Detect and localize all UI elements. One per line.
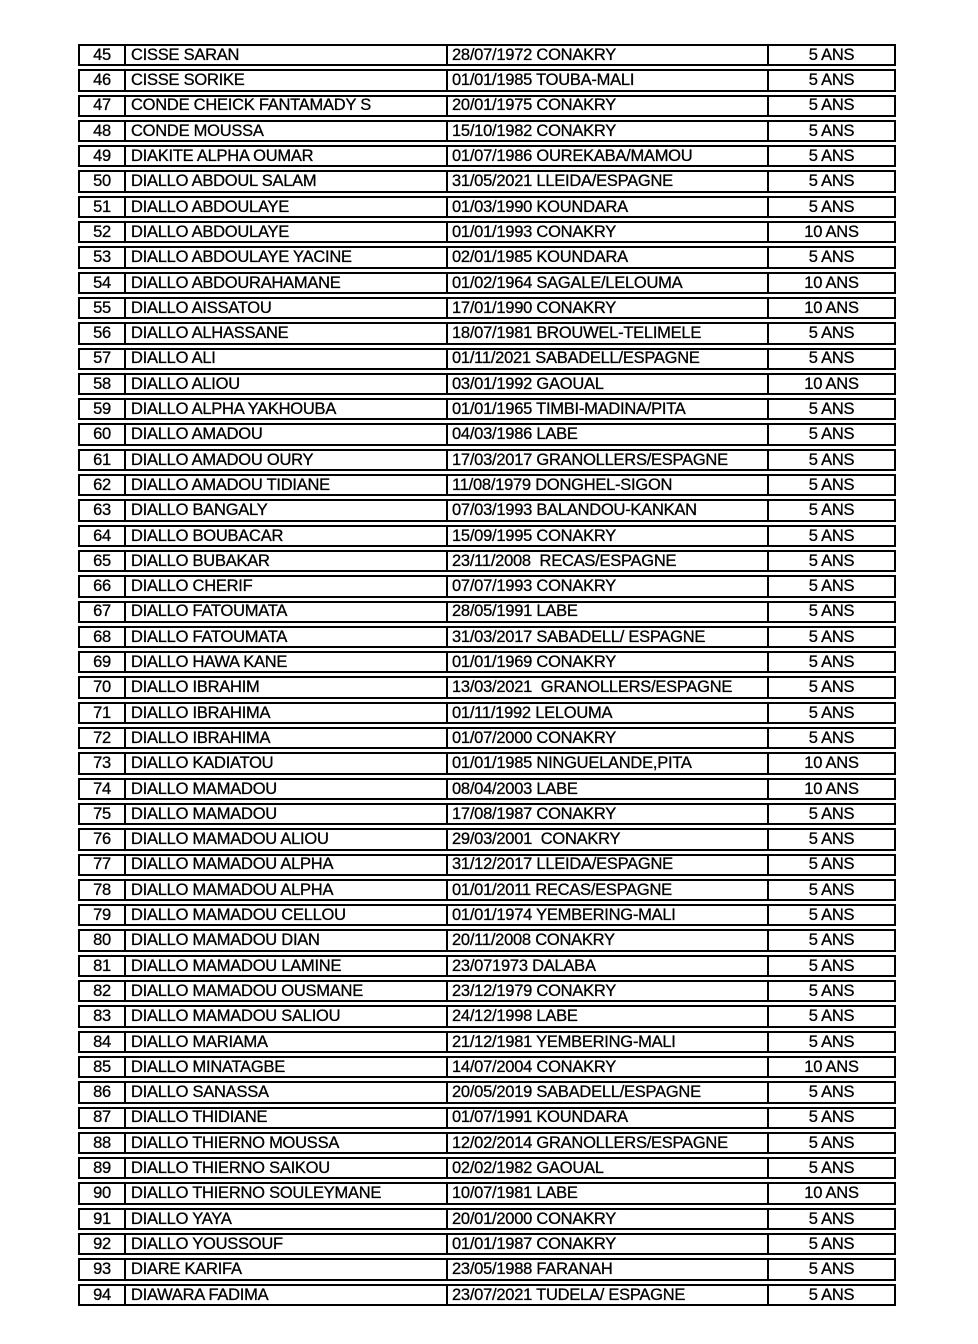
birth-cell: 17/03/2017 GRANOLLERS/ESPAGNE [448,451,769,469]
row-number-cell: 51 [80,198,126,216]
duration-cell: 5 ANS [808,931,855,950]
table-row [78,1132,896,1154]
duration-cell: 5 ANS [808,121,855,140]
name-cell: DIALLO MAMADOU [126,780,448,798]
birth-cell: 21/12/1981 YEMBERING-MALI [448,1033,769,1051]
table-row [78,525,896,547]
duration-cell: 5 ANS [808,197,855,216]
name-cell: DIALLO MAMADOU SALIOU [126,1007,448,1025]
birth-cell: 18/07/1981 BROUWEL-TELIMELE [448,324,769,342]
duration-cell: 5 ANS [808,400,855,419]
birth-cell: 20/05/2019 SABADELL/ESPAGNE [448,1083,769,1101]
birth-cell: 01/01/2011 RECAS/ESPAGNE [448,881,769,899]
birth-cell: 01/01/1985 NINGUELANDE,PITA [448,754,769,772]
duration-cell: 10 ANS [804,273,859,292]
duration-cell: 5 ANS [808,1083,855,1102]
name-cell: DIALLO THIDIANE [126,1109,448,1127]
row-number-cell: 91 [80,1210,126,1228]
duration-cell: 5 ANS [808,653,855,672]
row-number-cell: 45 [80,46,126,64]
birth-cell: 23/071973 DALABA [448,957,769,975]
table-row [78,879,896,901]
table-row [78,297,896,319]
name-cell: DIALLO BOUBACAR [126,527,448,545]
birth-cell: 01/11/2021 SABADELL/ESPAGNE [448,350,769,368]
birth-cell: 01/01/1993 CONAKRY [448,223,769,241]
row-number-cell: 93 [80,1260,126,1278]
row-number-cell: 73 [80,754,126,772]
name-cell: DIALLO CHERIF [126,577,448,595]
name-cell: DIALLO THIERNO SAIKOU [126,1159,448,1177]
name-cell: DIALLO MAMADOU ALPHA [126,881,448,899]
table-row [78,499,896,521]
table-row [78,575,896,597]
duration-cell: 5 ANS [808,349,855,368]
duration-cell: 5 ANS [808,678,855,697]
row-number-cell: 55 [80,299,126,317]
row-number-cell: 52 [80,223,126,241]
duration-cell: 5 ANS [808,1108,855,1127]
table-row [78,676,896,698]
name-cell: DIAWARA FADIMA [126,1286,448,1304]
birth-cell: 31/12/2017 LLEIDA/ESPAGNE [448,856,769,874]
row-number-cell: 56 [80,324,126,342]
birth-cell: 10/07/1981 LABE [448,1184,769,1202]
table-row [78,601,896,623]
name-cell: DIALLO THIERNO MOUSSA [126,1134,448,1152]
name-cell: DIALLO AMADOU [126,425,448,443]
duration-cell: 5 ANS [808,1209,855,1228]
row-number-cell: 75 [80,805,126,823]
birth-cell: 12/02/2014 GRANOLLERS/ESPAGNE [448,1134,769,1152]
name-cell: DIALLO MAMADOU ALPHA [126,856,448,874]
birth-cell: 01/03/1990 KOUNDARA [448,198,769,216]
birth-cell: 31/03/2017 SABADELL/ ESPAGNE [448,628,769,646]
duration-cell: 5 ANS [808,1007,855,1026]
birth-cell: 07/03/1993 BALANDOU-KANKAN [448,501,769,519]
birth-cell: 28/05/1991 LABE [448,603,769,621]
table-row [78,1157,896,1179]
name-cell: DIALLO ABDOURAHAMANE [126,274,448,292]
name-cell: DIALLO MAMADOU CELLOU [126,906,448,924]
name-cell: DIALLO MAMADOU DIAN [126,931,448,949]
duration-cell: 5 ANS [808,324,855,343]
birth-cell: 23/05/1988 FARANAH [448,1260,769,1278]
name-cell: DIALLO YAYA [126,1210,448,1228]
table-row [78,854,896,876]
row-number-cell: 92 [80,1235,126,1253]
table-row [78,95,896,117]
table-row [78,1031,896,1053]
name-cell: DIALLO ALI [126,350,448,368]
row-number-cell: 46 [80,71,126,89]
name-cell: DIALLO ABDOUL SALAM [126,172,448,190]
row-number-cell: 69 [80,653,126,671]
table-row [78,626,896,648]
duration-cell: 5 ANS [808,1032,855,1051]
table-row [78,1233,896,1255]
row-number-cell: 68 [80,628,126,646]
name-cell: DIALLO IBRAHIMA [126,704,448,722]
table-row [78,1005,896,1027]
table-row [78,803,896,825]
birth-cell: 17/01/1990 CONAKRY [448,299,769,317]
birth-cell: 01/02/1964 SAGALE/LELOUMA [448,274,769,292]
table-row [78,727,896,749]
row-number-cell: 89 [80,1159,126,1177]
birth-cell: 11/08/1979 DONGHEL-SIGON [448,476,769,494]
birth-cell: 01/01/1987 CONAKRY [448,1235,769,1253]
table-row [78,196,896,218]
table-row [78,145,896,167]
row-number-cell: 70 [80,678,126,696]
duration-cell: 5 ANS [808,172,855,191]
table-row [78,828,896,850]
birth-cell: 14/07/2004 CONAKRY [448,1058,769,1076]
row-number-cell: 53 [80,248,126,266]
row-number-cell: 84 [80,1033,126,1051]
duration-cell: 5 ANS [808,1133,855,1152]
table-row [78,1208,896,1230]
name-cell: DIALLO ALHASSANE [126,324,448,342]
birth-cell: 08/04/2003 LABE [448,780,769,798]
row-number-cell: 87 [80,1109,126,1127]
name-cell: DIALLO MAMADOU LAMINE [126,957,448,975]
row-number-cell: 86 [80,1083,126,1101]
table-row [78,1258,896,1280]
table-row [78,170,896,192]
birth-cell: 29/03/2001 CONAKRY [448,830,769,848]
birth-cell: 13/03/2021 GRANOLLERS/ESPAGNE [448,678,769,696]
birth-cell: 15/09/1995 CONAKRY [448,527,769,545]
row-number-cell: 67 [80,603,126,621]
duration-cell: 5 ANS [808,1159,855,1178]
table-row [78,778,896,800]
duration-cell: 10 ANS [804,1057,859,1076]
name-cell: DIALLO IBRAHIM [126,678,448,696]
name-cell: DIALLO MARIAMA [126,1033,448,1051]
duration-cell: 5 ANS [808,956,855,975]
duration-cell: 10 ANS [804,754,859,773]
row-number-cell: 85 [80,1058,126,1076]
table-row [78,322,896,344]
table-row [78,44,896,66]
birth-cell: 23/07/2021 TUDELA/ ESPAGNE [448,1286,769,1304]
duration-cell: 5 ANS [808,501,855,520]
duration-cell: 5 ANS [808,627,855,646]
duration-cell: 5 ANS [808,830,855,849]
row-number-cell: 66 [80,577,126,595]
duration-cell: 5 ANS [808,804,855,823]
name-cell: CONDE CHEICK FANTAMADY S [126,97,448,115]
table-row [78,272,896,294]
name-cell: DIALLO ALPHA YAKHOUBA [126,400,448,418]
duration-cell: 5 ANS [808,906,855,925]
birth-cell: 01/01/1969 CONAKRY [448,653,769,671]
table-row [78,651,896,673]
table-row [78,1107,896,1129]
name-cell: DIALLO THIERNO SOULEYMANE [126,1184,448,1202]
name-cell: DIALLO MAMADOU ALIOU [126,830,448,848]
row-number-cell: 57 [80,350,126,368]
table-row [78,550,896,572]
table-row [78,702,896,724]
duration-cell: 5 ANS [808,729,855,747]
name-cell: DIALLO MINATAGBE [126,1058,448,1076]
name-cell: CISSE SORIKE [126,71,448,89]
birth-cell: 23/11/2008 RECAS/ESPAGNE [448,552,769,570]
birth-cell: 01/01/1985 TOUBA-MALI [448,71,769,89]
name-cell: DIALLO ABDOULAYE [126,223,448,241]
table-row [78,398,896,420]
name-cell: DIALLO BANGALY [126,501,448,519]
table-row [78,69,896,91]
duration-cell: 5 ANS [808,425,855,444]
birth-cell: 02/02/1982 GAOUAL [448,1159,769,1177]
row-number-cell: 48 [80,122,126,140]
name-cell: DIALLO HAWA KANE [126,653,448,671]
row-number-cell: 78 [80,881,126,899]
table-row [78,752,896,774]
row-number-cell: 58 [80,375,126,393]
name-cell: CISSE SARAN [126,46,448,64]
row-number-cell: 50 [80,172,126,190]
name-cell: DIAKITE ALPHA OUMAR [126,147,448,165]
birth-cell: 28/07/1972 CONAKRY [448,46,769,64]
table-row [78,474,896,496]
duration-cell: 10 ANS [804,1184,859,1203]
duration-cell: 5 ANS [808,71,855,90]
duration-cell: 5 ANS [808,551,855,570]
duration-cell: 5 ANS [808,703,855,722]
birth-cell: 01/07/1991 KOUNDARA [448,1109,769,1127]
duration-cell: 5 ANS [808,602,855,621]
row-number-cell: 94 [80,1286,126,1304]
row-number-cell: 65 [80,552,126,570]
table-row [78,904,896,926]
birth-cell: 24/12/1998 LABE [448,1007,769,1025]
birth-cell: 01/11/1992 LELOUMA [448,704,769,722]
name-cell: DIALLO AISSATOU [126,299,448,317]
table-row [78,929,896,951]
table-row [78,373,896,395]
row-number-cell: 77 [80,856,126,874]
name-cell: DIALLO AMADOU OURY [126,451,448,469]
row-number-cell: 49 [80,147,126,165]
birth-cell: 01/01/1965 TIMBI-MADINA/PITA [448,400,769,418]
table-row [78,348,896,370]
name-cell: DIALLO SANASSA [126,1083,448,1101]
name-cell: DIALLO MAMADOU [126,805,448,823]
birth-cell: 17/08/1987 CONAKRY [448,805,769,823]
birth-cell: 01/07/1986 OUREKABA/MAMOU [448,147,769,165]
name-cell: DIALLO YOUSSOUF [126,1235,448,1253]
birth-cell: 04/03/1986 LABE [448,425,769,443]
duration-cell: 10 ANS [804,779,859,798]
duration-cell: 5 ANS [808,450,855,469]
duration-cell: 5 ANS [808,1235,855,1253]
birth-cell: 02/01/1985 KOUNDARA [448,248,769,266]
name-cell: DIARE KARIFA [126,1260,448,1278]
table-row [78,246,896,268]
birth-cell: 20/11/2008 CONAKRY [448,931,769,949]
row-number-cell: 76 [80,830,126,848]
row-number-cell: 82 [80,982,126,1000]
name-cell: DIALLO FATOUMATA [126,628,448,646]
row-number-cell: 64 [80,527,126,545]
name-cell: DIALLO ALIOU [126,375,448,393]
row-number-cell: 59 [80,400,126,418]
birth-cell: 31/05/2021 LLEIDA/ESPAGNE [448,172,769,190]
birth-cell: 23/12/1979 CONAKRY [448,982,769,1000]
row-number-cell: 47 [80,97,126,115]
table-row [78,221,896,243]
name-cell: DIALLO FATOUMATA [126,603,448,621]
duration-cell: 5 ANS [808,577,855,596]
table-row [78,1056,896,1078]
duration-cell: 5 ANS [808,526,855,545]
duration-cell: 10 ANS [804,298,859,317]
duration-cell: 10 ANS [804,223,859,241]
birth-cell: 01/07/2000 CONAKRY [448,729,769,747]
duration-cell: 5 ANS [808,982,855,1000]
table-row [78,120,896,142]
table-row [78,1182,896,1204]
name-cell: DIALLO AMADOU TIDIANE [126,476,448,494]
row-number-cell: 60 [80,425,126,443]
row-number-cell: 90 [80,1184,126,1202]
row-number-cell: 71 [80,704,126,722]
row-number-cell: 83 [80,1007,126,1025]
duration-cell: 5 ANS [808,46,855,64]
birth-cell: 03/01/1992 GAOUAL [448,375,769,393]
registry-table [78,44,896,1306]
table-row [78,980,896,1002]
table-row [78,1081,896,1103]
row-number-cell: 63 [80,501,126,519]
duration-cell: 5 ANS [808,1260,855,1279]
table-row [78,955,896,977]
table-row [78,449,896,471]
duration-cell: 5 ANS [808,147,855,166]
row-number-cell: 88 [80,1134,126,1152]
duration-cell: 10 ANS [804,374,859,393]
duration-cell: 5 ANS [808,96,855,115]
row-number-cell: 62 [80,476,126,494]
birth-cell: 07/07/1993 CONAKRY [448,577,769,595]
row-number-cell: 81 [80,957,126,975]
row-number-cell: 79 [80,906,126,924]
table-row [78,1284,896,1306]
name-cell: DIALLO ABDOULAYE YACINE [126,248,448,266]
duration-cell: 5 ANS [808,880,855,899]
name-cell: DIALLO BUBAKAR [126,552,448,570]
name-cell: DIALLO ABDOULAYE [126,198,448,216]
row-number-cell: 72 [80,729,126,747]
name-cell: DIALLO KADIATOU [126,754,448,772]
birth-cell: 20/01/2000 CONAKRY [448,1210,769,1228]
birth-cell: 01/01/1974 YEMBERING-MALI [448,906,769,924]
row-number-cell: 61 [80,451,126,469]
duration-cell: 5 ANS [808,476,855,494]
table-row [78,423,896,445]
birth-cell: 15/10/1982 CONAKRY [448,122,769,140]
name-cell: DIALLO MAMADOU OUSMANE [126,982,448,1000]
duration-cell: 5 ANS [808,248,855,267]
duration-cell: 5 ANS [808,1285,855,1304]
row-number-cell: 74 [80,780,126,798]
birth-cell: 20/01/1975 CONAKRY [448,97,769,115]
name-cell: CONDE MOUSSA [126,122,448,140]
row-number-cell: 80 [80,931,126,949]
name-cell: DIALLO IBRAHIMA [126,729,448,747]
duration-cell: 5 ANS [808,855,855,874]
row-number-cell: 54 [80,274,126,292]
